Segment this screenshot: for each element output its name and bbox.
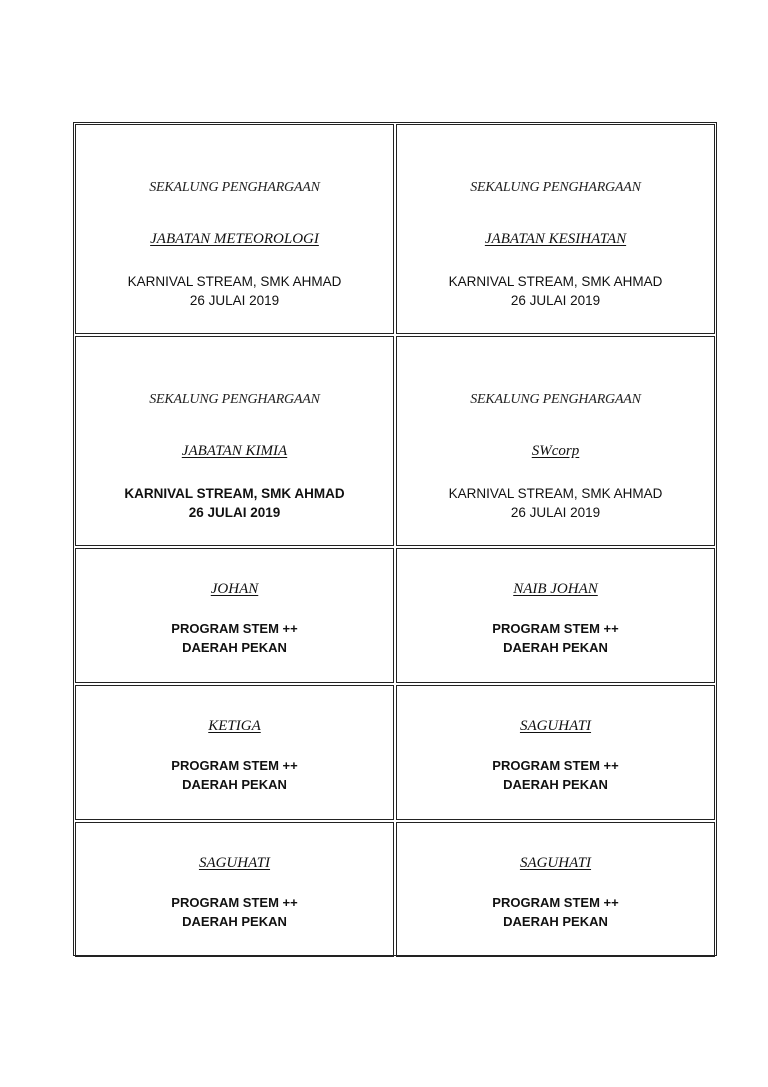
award-program: [492, 893, 618, 931]
award-card: [396, 548, 715, 683]
award-card: [75, 822, 394, 957]
award-program: [492, 619, 618, 657]
award-district: DAERAH PEKAN: [503, 640, 608, 655]
award-program: [171, 893, 297, 931]
card-department: JABATAN METEOROLOGI: [150, 231, 319, 247]
card-event: [124, 484, 344, 522]
award-program-name: PROGRAM STEM ++: [492, 758, 619, 773]
award-title: SAGUHATI: [198, 855, 271, 871]
award-program-name: PROGRAM STEM ++: [492, 621, 619, 636]
award-card: [75, 685, 394, 820]
card-event-date: 26 JULAI 2019: [510, 505, 601, 520]
award-district: DAERAH PEKAN: [182, 777, 287, 792]
award-title: KETIGA: [208, 718, 261, 734]
award-program: [171, 619, 297, 657]
award-program-name: PROGRAM STEM ++: [492, 895, 619, 910]
label-grid: [75, 124, 715, 954]
award-program: [492, 756, 618, 794]
award-program-name: PROGRAM STEM ++: [171, 895, 298, 910]
award-district: DAERAH PEKAN: [182, 640, 287, 655]
card-event-line: KARNIVAL STREAM, SMK AHMAD: [124, 486, 345, 501]
card-heading: SEKALUNG PENGHARGAAN: [470, 392, 641, 407]
award-title: NAIB JOHAN: [513, 581, 598, 597]
award-program-name: PROGRAM STEM ++: [171, 621, 298, 636]
award-district: DAERAH PEKAN: [503, 914, 608, 929]
award-district: DAERAH PEKAN: [503, 777, 608, 792]
card-heading: SEKALUNG PENGHARGAAN: [470, 180, 641, 195]
card-heading: SEKALUNG PENGHARGAAN: [149, 180, 320, 195]
award-card: [396, 822, 715, 957]
card-event-line: KARNIVAL STREAM, SMK AHMAD: [448, 274, 663, 289]
card-event-date: 26 JULAI 2019: [189, 293, 280, 308]
card-event: [449, 272, 663, 310]
card-event-line: KARNIVAL STREAM, SMK AHMAD: [127, 274, 342, 289]
appreciation-card: [396, 124, 715, 334]
appreciation-card: [75, 336, 394, 546]
card-event-line: KARNIVAL STREAM, SMK AHMAD: [448, 486, 663, 501]
award-program: [171, 756, 297, 794]
card-heading: SEKALUNG PENGHARGAAN: [149, 392, 320, 407]
card-department: SWcorp: [531, 443, 580, 459]
card-department: JABATAN KIMIA: [181, 443, 288, 459]
award-title: SAGUHATI: [519, 855, 592, 871]
card-event-date: 26 JULAI 2019: [510, 293, 601, 308]
appreciation-card: [75, 124, 394, 334]
award-card: [75, 548, 394, 683]
award-card: [396, 685, 715, 820]
appreciation-card: [396, 336, 715, 546]
award-district: DAERAH PEKAN: [182, 914, 287, 929]
award-title: SAGUHATI: [519, 718, 592, 734]
award-title: JOHAN: [210, 581, 259, 597]
card-event: [128, 272, 342, 310]
card-event-date: 26 JULAI 2019: [188, 505, 281, 520]
card-event: [449, 484, 663, 522]
card-department: JABATAN KESIHATAN: [484, 231, 627, 247]
label-sheet: [73, 122, 717, 956]
award-program-name: PROGRAM STEM ++: [171, 758, 298, 773]
